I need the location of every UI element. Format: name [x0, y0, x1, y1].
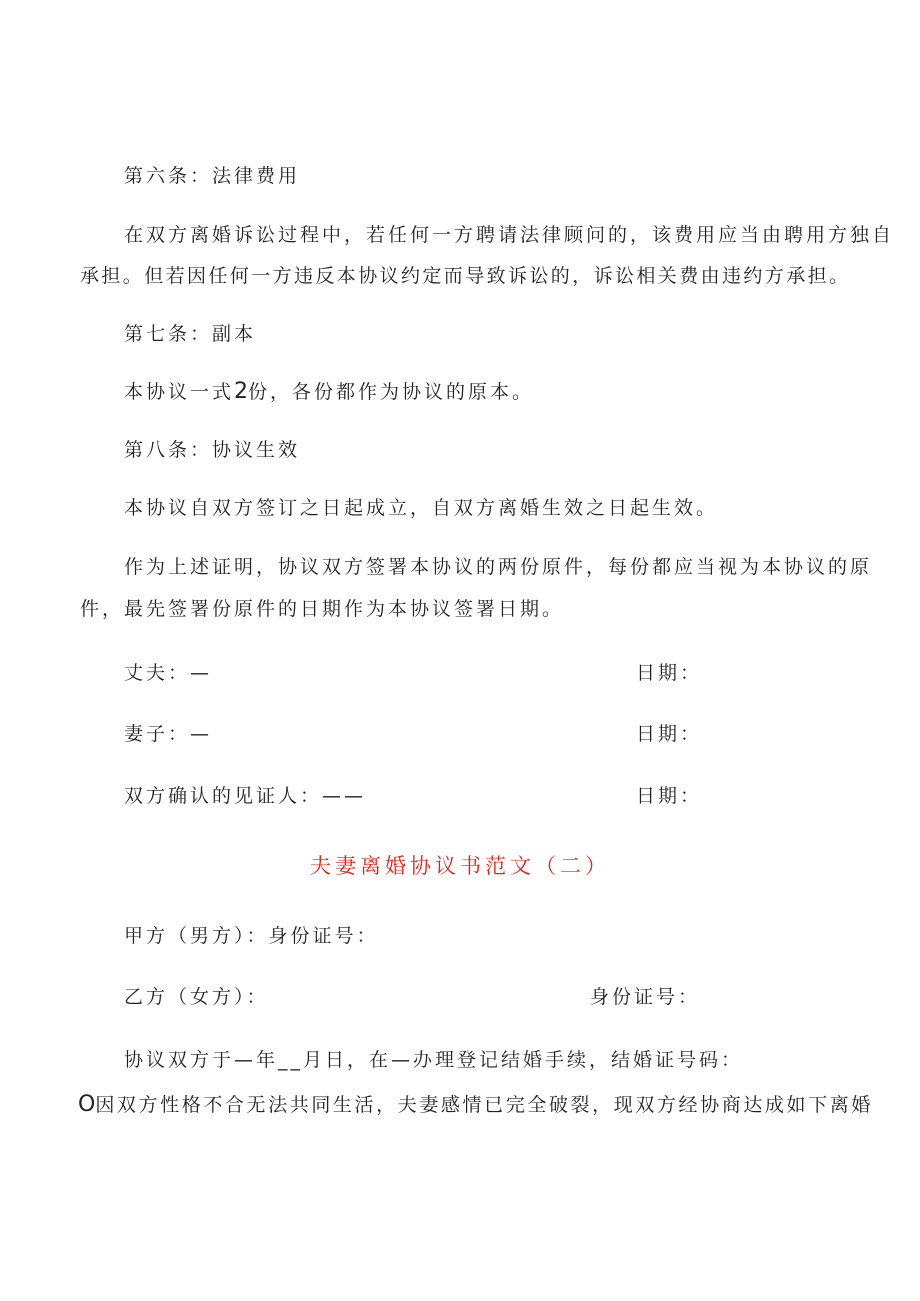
- article-6-heading: 第六条：法律费用: [124, 165, 301, 187]
- article-7-text-prefix: 本协议一式: [124, 381, 235, 403]
- article-7-copy-count: 2: [234, 379, 249, 404]
- agreement-paragraph-line-1: 协议双方于—年__月日，在—办理登记结婚手续，结婚证号码：: [124, 1049, 744, 1071]
- witness-paragraph-line-1: 作为上述证明，协议双方签署本协议的两份原件，每份都应当视为本协议的原: [124, 556, 873, 578]
- party-b-id-label: 身份证号：: [590, 986, 701, 1008]
- wife-signature-label: 妻子：—: [124, 723, 213, 745]
- article-8-heading: 第八条：协议生效: [124, 439, 301, 461]
- section-2-title: 夫妻离婚协议书范文（二）: [310, 854, 610, 878]
- witness-signature-date: 日期：: [636, 785, 703, 807]
- witness-paragraph-line-2: 件，最先签署份原件的日期作为本协议签署日期。: [80, 598, 565, 620]
- party-a-line: 甲方（男方）：身份证号：: [124, 925, 379, 947]
- article-6-paragraph-line-1: 在双方离婚诉讼过程中，若任何一方聘请法律顾问的，该费用应当由聘用方独自: [124, 224, 895, 246]
- party-b-label: 乙方（女方）：: [124, 986, 269, 1008]
- agreement-paragraph-line-2: [78, 1094, 873, 1116]
- husband-signature-label: 丈夫：—: [124, 662, 213, 684]
- witness-signature-label: 双方确认的见证人：——: [124, 785, 367, 807]
- article-7-paragraph: [124, 381, 534, 403]
- agreement-paragraph-line-2-text: 因双方性格不合无法共同生活，夫妻感情已完全破裂，现双方经协商达成如下离婚: [95, 1094, 873, 1116]
- article-7-heading: 第七条：副本: [124, 323, 257, 345]
- wife-signature-date: 日期：: [636, 723, 703, 745]
- agreement-mark: O: [78, 1092, 96, 1117]
- article-7-text-suffix: 份，各份都作为协议的原本。: [248, 381, 535, 403]
- article-8-paragraph: 本协议自双方签订之日起成立，自双方离婚生效之日起生效。: [124, 497, 719, 519]
- article-6-paragraph-line-2: 承担。但若因任何一方违反本协议约定而导致诉讼的，诉讼相关费由违约方承担。: [80, 265, 851, 287]
- husband-signature-date: 日期：: [636, 662, 703, 684]
